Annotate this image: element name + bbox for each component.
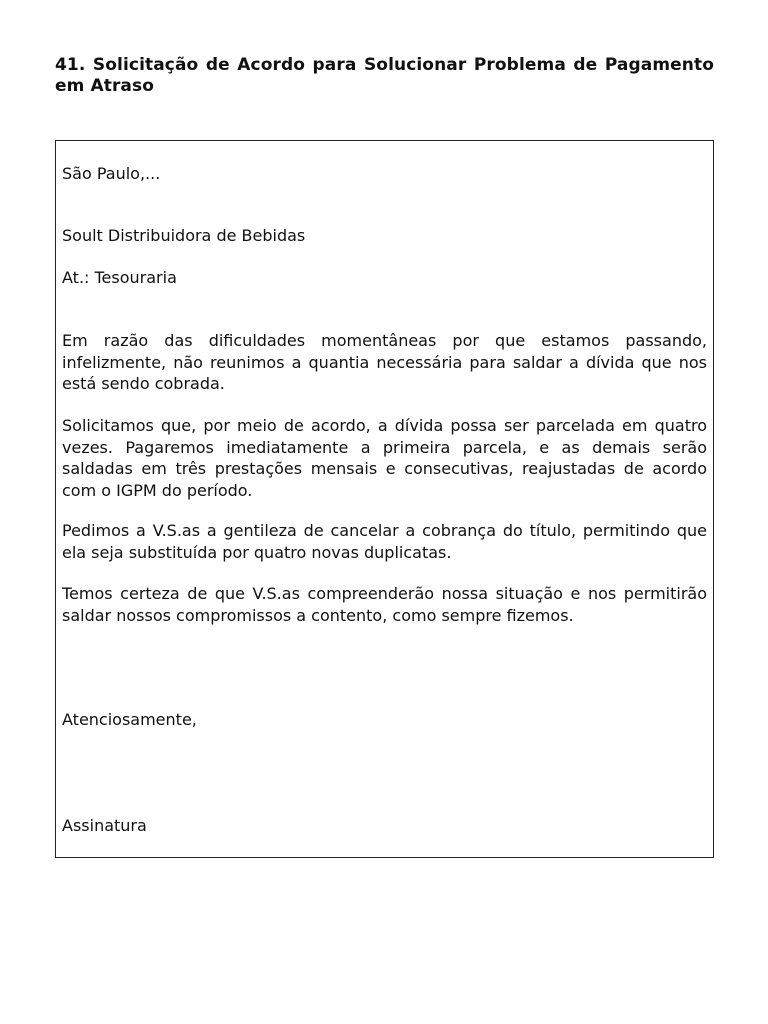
letter-paragraph-2: Solicitamos que, por meio de acordo, a dívida possa ser parcelada em quatro vezes. Pagaremos imediatamente a primeira parcela, e as demais serão saldadas em três prestações mensais e consecutivas, reajustadas de acordo com o IGPM do período. bbox=[62, 416, 707, 500]
letter-recipient: Soult Distribuidora de Bebidas bbox=[62, 226, 306, 245]
letter-closing: Atenciosamente, bbox=[62, 710, 197, 729]
letter-signature: Assinatura bbox=[62, 816, 147, 835]
letter-attention: At.: Tesouraria bbox=[62, 268, 177, 287]
page-title: 41. Solicitação de Acordo para Solucionar Problema de Pagamento em Atraso bbox=[55, 55, 714, 96]
letter-paragraph-3: Pedimos a V.S.as a gentileza de cancelar a cobrança do título, permitindo que ela seja substituída por quatro novas duplicatas. bbox=[62, 521, 707, 562]
letter-paragraph-4: Temos certeza de que V.S.as compreenderão nossa situação e nos permitirão saldar nossos compromissos a contento, como sempre fizemos. bbox=[62, 584, 707, 625]
letter-paragraph-1: Em razão das dificuldades momentâneas por que estamos passando, infelizmente, não reunimos a quantia necessária para saldar a dívida que nos está sendo cobrada. bbox=[62, 331, 707, 393]
letter-box bbox=[55, 140, 714, 858]
letter-place-date: São Paulo,... bbox=[62, 164, 161, 183]
